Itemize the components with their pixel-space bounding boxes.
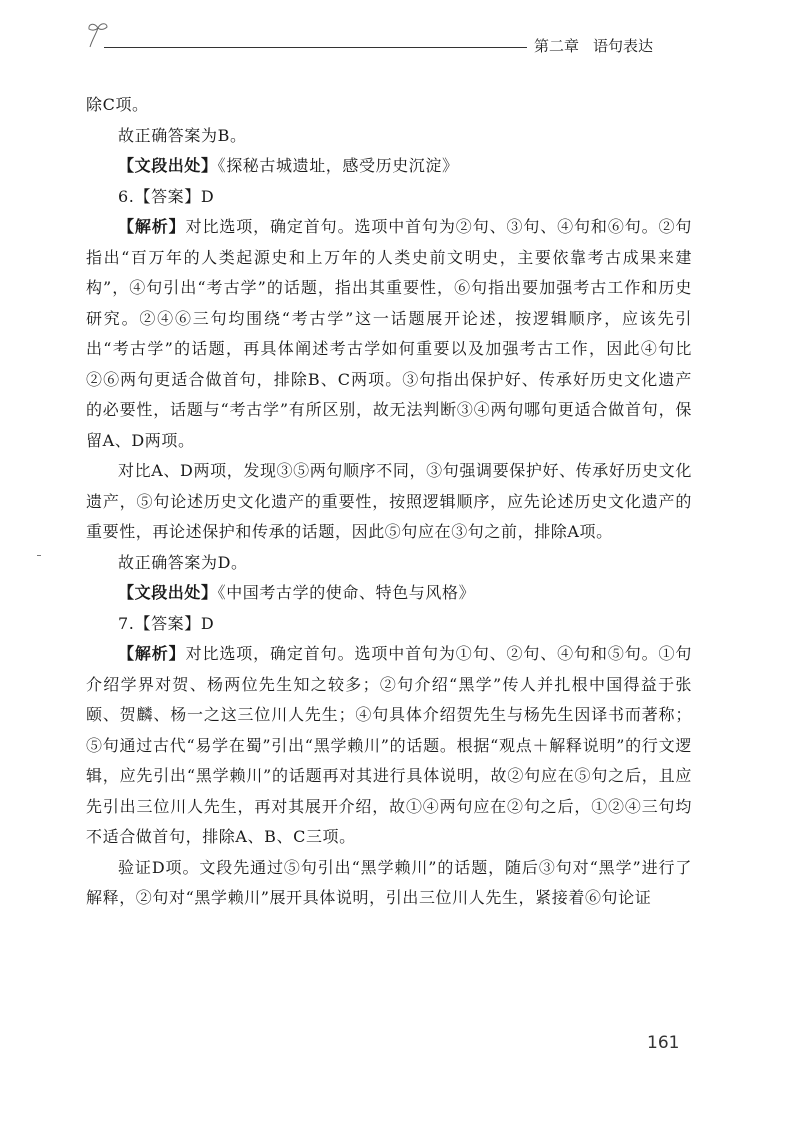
q6-source-line [86,578,692,609]
source-tag: 【文段出处】 [118,156,218,175]
header-text [534,35,667,56]
q7-analysis [86,639,692,853]
source-title: 《中国考古学的使命、特色与风格》 [217,583,476,602]
page-number: 161 [647,1033,680,1053]
analysis-text: 对比选项，确定首句。选项中首句为①句、②句、④句和⑤句。①句介绍学界对贺、杨两位先生知之较多；②句介绍“黑学”传人并扎根中国得益于张颐、贺麟、杨一之这三位川人先生；④句具体介绍贺先生与杨先生因译书而著称；⑤句通过古代“易学在蜀”引出“黑学赖川”的话题。根据“观点＋解释说明”的行文逻辑，应先引出“黑学赖川”的话题再对其进行具体说明，故②句应在⑤句之后，且应先引出三位川人先生，再对其展开介绍，故①④两句应在②句之后，①②④三句均不适合做首句，排除A、B、C三项。 [86,644,692,846]
q6-answer: 6.【答案】D [118,186,215,206]
source-line [86,151,692,182]
q6-conclusion: 故正确答案为D。 [118,552,248,572]
chapter-label: 第二章 [534,37,580,55]
page-body [86,90,692,914]
analysis-text: 对比选项，确定首句。选项中首句为②句、③句、④句和⑥句。②句指出“百万年的人类起源史和上万年的人类史前文明史，主要依靠考古成果来建构”，④句引出“考古学”的话题，指出其重要性，⑥句指出要加强考古工作和历史研究。②④⑥三句均围绕“考古学”这一话题展开论述，按逻辑顺序，应该先引出“考古学”的话题，再具体阐述考古学如何重要以及加强考古工作，因此④句比②⑥两句更适合做首句，排除B、C两项。③句指出保护好、传承好历史文化遗产的必要性，话题与“考古学”有所区别，故无法判断③④两句哪句更适合做首句，保留A、D两项。 [86,217,692,450]
paragraph-continuation: 除C项。 [86,95,149,114]
source-tag: 【文段出处】 [118,583,218,602]
analysis-tag: 【解析】 [118,644,186,663]
margin-mark [37,555,41,556]
answer-statement: 故正确答案为B。 [118,125,247,145]
chapter-title: 语句表达 [593,37,654,55]
q6-analysis-2: 对比A、D两项，发现③⑤两句顺序不同，③句强调要保护好、传承好历史文化遗产，⑤句论述历史文化遗产的重要性，按照逻辑顺序，应先论述历史文化遗产的重要性，再论述保护和传承的话题，因此⑤句应在③句之前，排除A项。 [86,461,692,541]
analysis-tag: 【解析】 [118,217,186,236]
header-rule [104,47,527,48]
q6-analysis [86,212,692,456]
q7-verification: 验证D项。文段先通过⑤句引出“黑学赖川”的话题，随后③句对“黑学”进行了解释，②句对“黑学赖川”展开具体说明，引出三位川人先生，紧接着⑥句论证 [86,857,692,907]
sprout-icon [86,20,110,48]
source-title: 《探秘古城遗址，感受历史沉淀》 [217,156,459,175]
q7-answer: 7.【答案】D [118,613,215,633]
running-header [0,0,800,70]
